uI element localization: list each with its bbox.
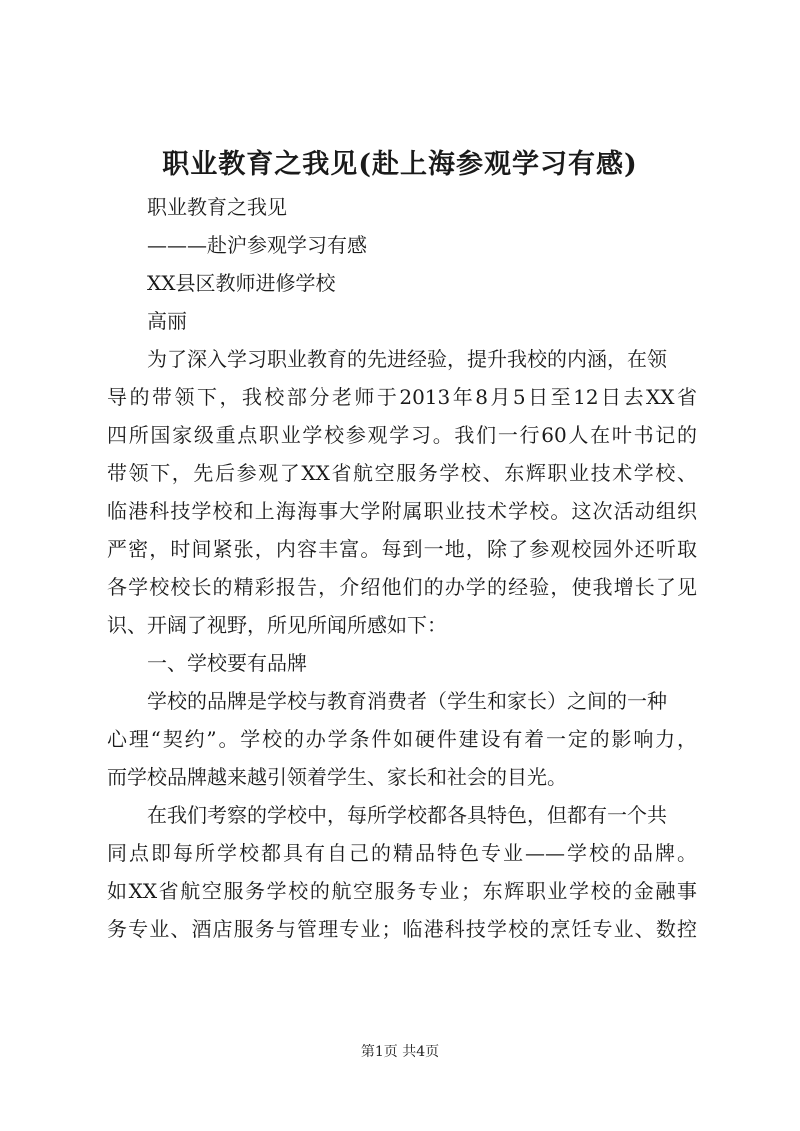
paragraph-line: 务专业、酒店服务与管理专业；临港科技学校的烹饪专业、数控 [107, 917, 697, 941]
subtitle-line: 职业教育之我见 [147, 195, 287, 219]
paragraph-line: 临港科技学校和上海海事大学附属职业技术学校。这次活动组织 [107, 499, 697, 523]
paragraph-line: 为了深入学习职业教育的先进经验，提升我校的内涵，在领 [147, 347, 667, 371]
subheading-line: ———赴沪参观学习有感 [147, 233, 367, 257]
paragraph-line: 心理“契约”。学校的办学条件如硬件建设有着一定的影响力， [107, 727, 697, 751]
paragraph-line: 四所国家级重点职业学校参观学习。我们一行60人在叶书记的 [107, 423, 697, 447]
paragraph-line: 同点即每所学校都具有自己的精品特色专业——学校的品牌。 [107, 841, 697, 865]
paragraph-line: 在我们考察的学校中，每所学校都各具特色，但都有一个共 [147, 803, 667, 827]
paragraph-line: 如XX省航空服务学校的航空服务专业；东辉职业学校的金融事 [107, 879, 697, 903]
section-heading: 一、学校要有品牌 [147, 651, 307, 675]
paragraph-line: 严密，时间紧张，内容丰富。每到一地，除了参观校园外还听取 [107, 537, 697, 561]
school-line: XX县区教师进修学校 [147, 271, 336, 295]
paragraph-line: 学校的品牌是学校与教育消费者（学生和家长）之间的一种 [147, 689, 667, 713]
paragraph-line: 识、开阔了视野，所见所闻所感如下： [107, 613, 447, 637]
paragraph-line: 各学校校长的精彩报告，介绍他们的办学的经验，使我增长了见 [107, 575, 697, 599]
author-line: 高丽 [147, 309, 187, 333]
paragraph-line: 而学校品牌越来越引领着学生、家长和社会的目光。 [107, 765, 567, 789]
paragraph-line: 导的带领下，我校部分老师于2013年8月5日至12日去XX省 [107, 385, 697, 409]
paragraph-line: 带领下，先后参观了XX省航空服务学校、东辉职业技术学校、 [107, 461, 697, 485]
document-title: 职业教育之我见(赴上海参观学习有感) [162, 149, 638, 180]
document-body [107, 188, 697, 948]
page-number: 第1页 共4页 [360, 1044, 440, 1060]
